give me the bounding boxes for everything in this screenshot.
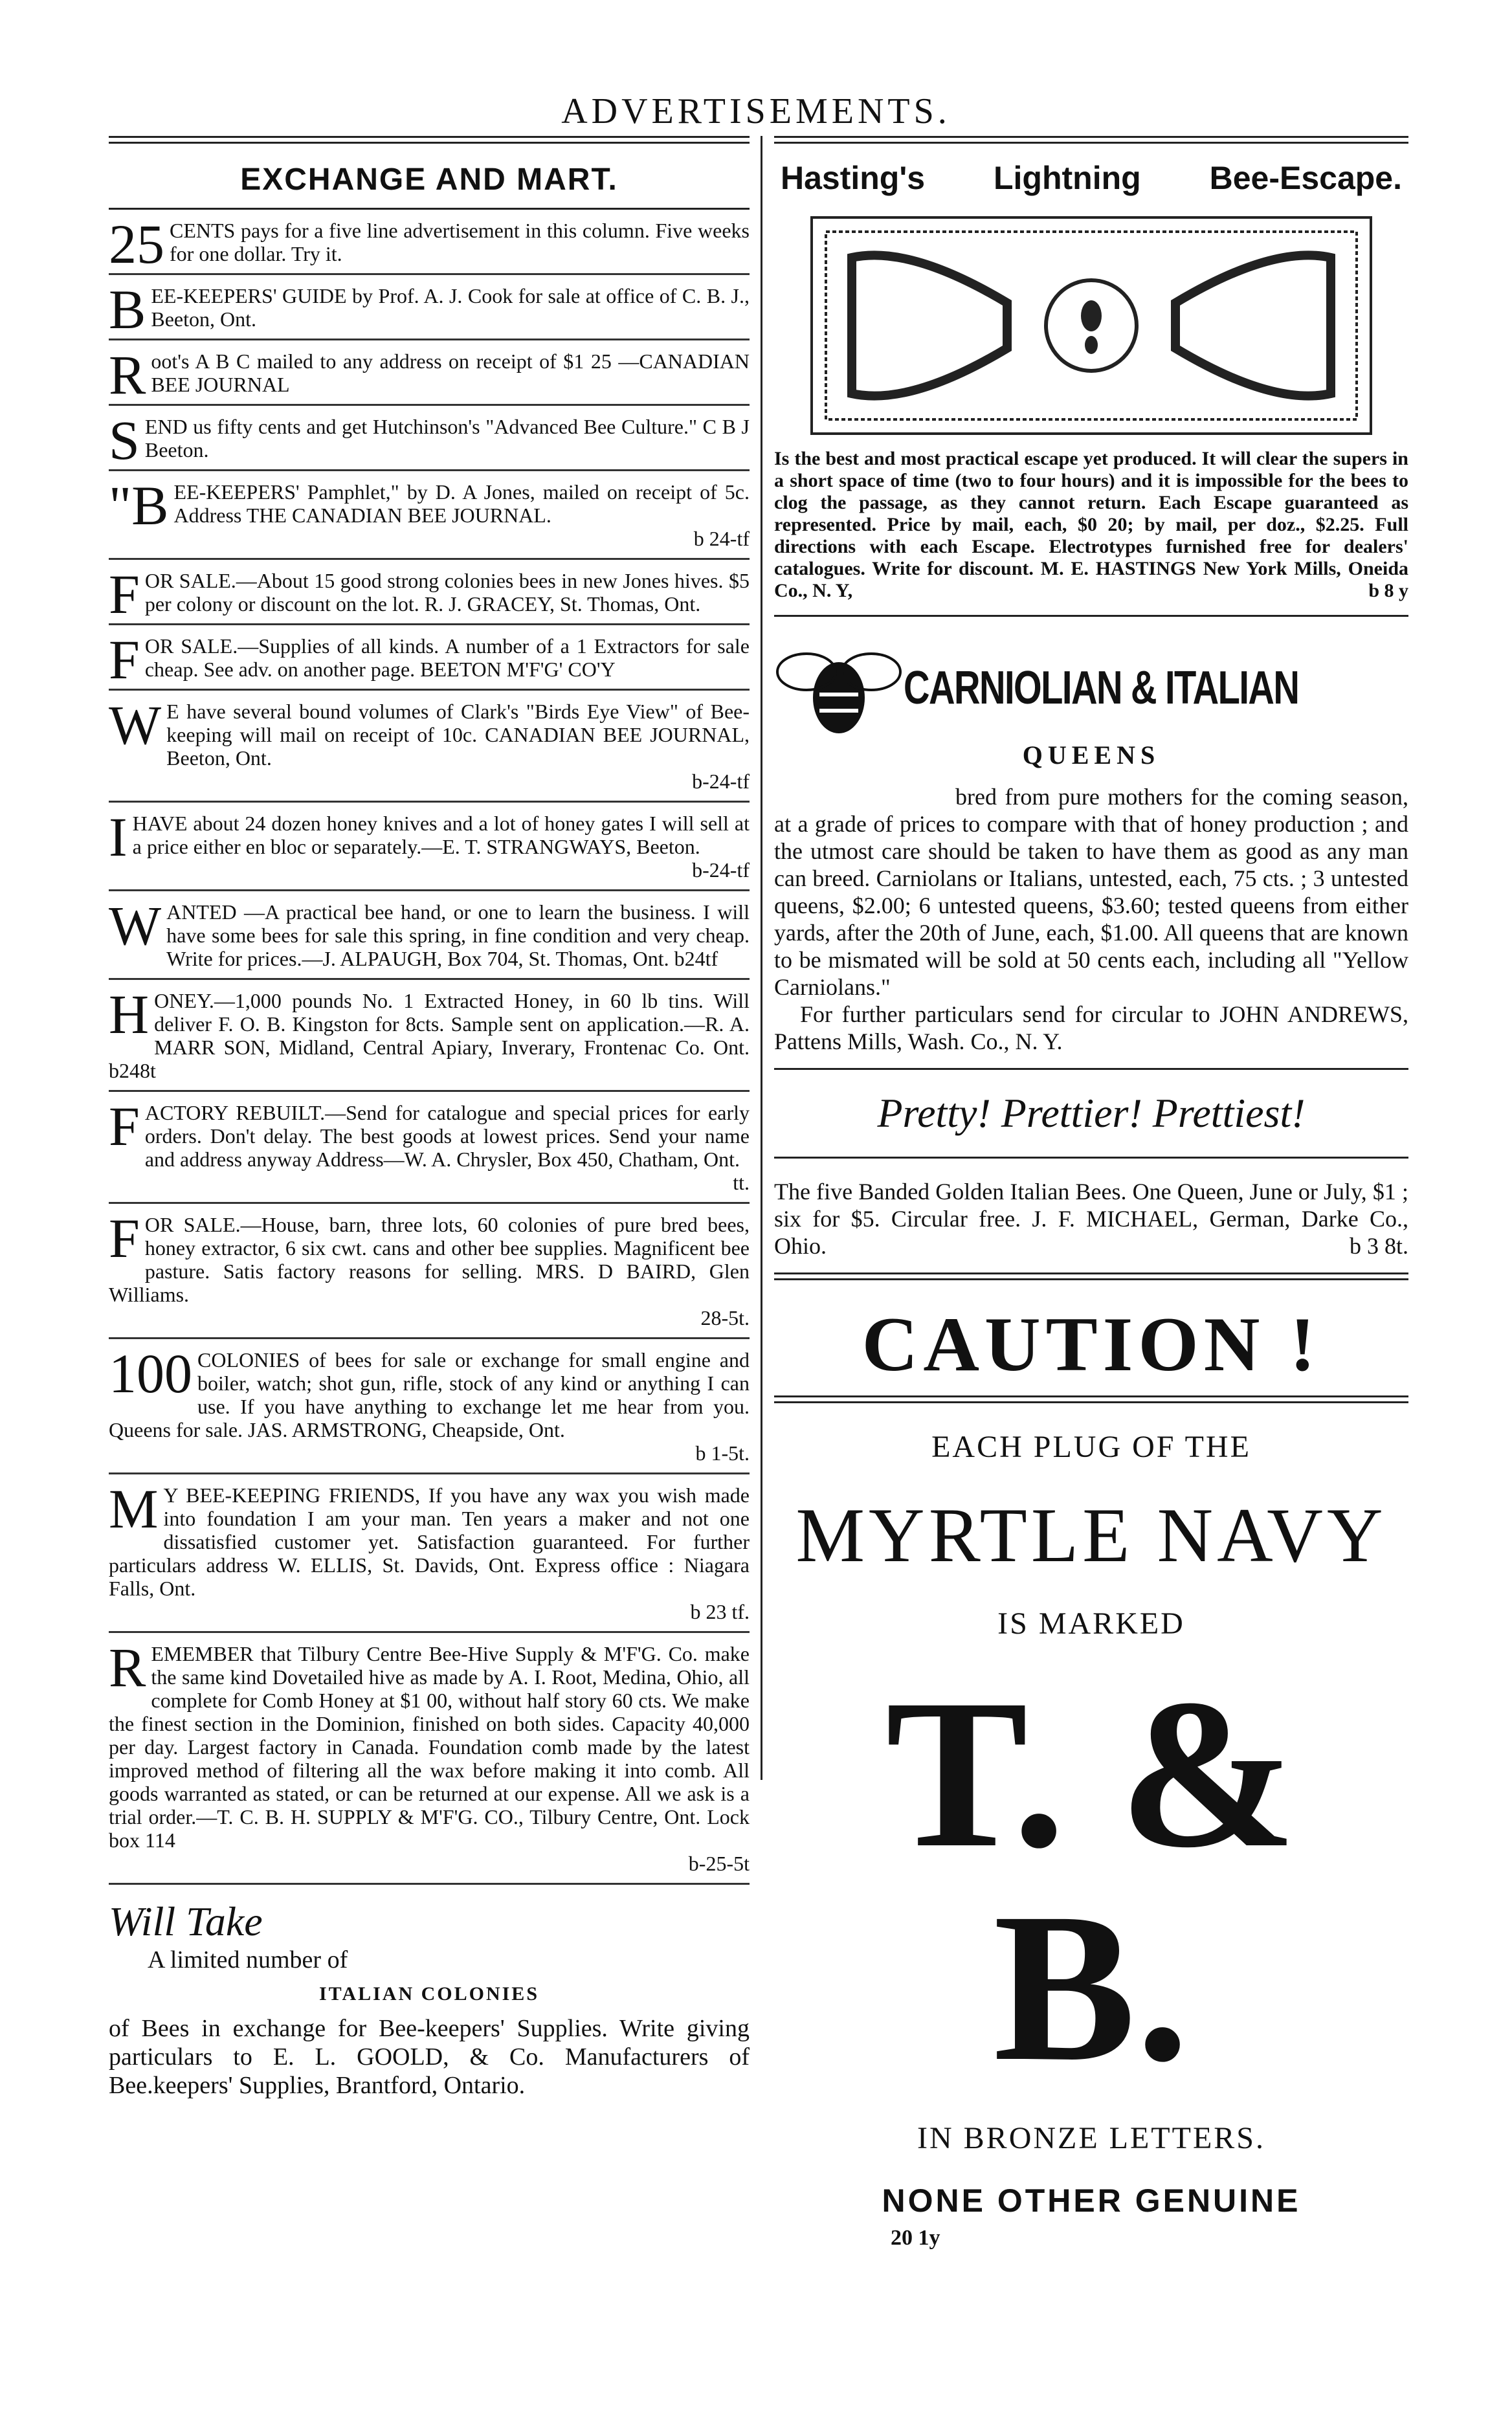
ad-text: EE-KEEPERS' GUIDE by Prof. A. J. Cook for sale at office of C. B. J., Beeton, Ont. (151, 284, 750, 331)
will-take-ad (109, 1885, 750, 2100)
ad-text: E have several bound volumes of Clark's "Birds Eye View" of Bee-keeping will mail on receipt of 10c. CANADIAN BEE JOURNAL, Beeton, Ont. (166, 700, 750, 770)
classified-ad (109, 891, 750, 980)
hastings-body: Is the best and most practical escape yet produced. It will clear the supers in a short space of time (two to four hours) and it is impossible for the bees to clog the passage, as they cannot return. Each Escape guaranteed as represented. Price by mail, each, $0 20; by mail, per doz., $2.25. Full directions with each Escape. Electrotypes furnished free for dealers' catalogues. Write for discount. M. E. HASTINGS New York Mills, Oneida Co., N. Y, b 8 y (774, 448, 1408, 601)
right-column (774, 136, 1408, 2250)
ad-text: Y BEE-KEEPING FRIENDS, If you have any wax you wish made into foundation I am your man. Ten years a maker and not one dissatisfied customer yet. Satisfaction guaranteed. For further particulars address W. ELLIS, St. Davids, Ont. Express office : Niagara Falls, Ont. (109, 1483, 750, 1600)
ad-text: CENTS pays for a five line advertisement in this column. Five weeks for one dollar. Try it. (170, 219, 750, 265)
bee-escape-illustration (810, 216, 1372, 435)
page-header: ADVERTISEMENTS. (561, 91, 951, 131)
will-take-caps: ITALIAN COLONIES (318, 1983, 540, 2005)
ad-drop-cap: B (109, 278, 146, 340)
ad-signature: b 24-tf (693, 527, 750, 550)
ad-drop-cap: R (109, 1636, 146, 1698)
ad-drop-cap: W (109, 894, 162, 957)
rule (774, 615, 1408, 617)
ad-text: HAVE about 24 dozen honey knives and a lot of honey gates I will sell at a price either en bloc or separately.—E. T. STRANGWAYS, Beeton. (132, 812, 750, 858)
classified-ad (109, 625, 750, 691)
classified-ad (109, 210, 750, 275)
ad-drop-cap: "B (109, 474, 169, 537)
ad-text: EMEMBER that Tilbury Centre Bee-Hive Supply & M'F'G. Co. make the same kind Dovetailed hive as made by A. I. Root, Medina, Ohio, all complete for Comb Honey at $1 00, without half story 60 cts. We make the finest section in the Dominion, finished on both sides. Capacity 40,000 per day. Largest factory in Canada. Foundation comb made by the latest improved method of filtering all the wax before making it into comb. All goods warranted as stated, or can be returned at our expense. All we ask is a trial order.—T. C. B. H. SUPPLY & M'F'G. CO., Tilbury Centre, Ont. Lock box 114 (109, 1642, 750, 1852)
ad-drop-cap: F (109, 563, 140, 625)
bee-escape-svg (813, 219, 1370, 432)
ad-drop-cap: 25 (109, 213, 164, 275)
classified-ad (109, 1092, 750, 1204)
ad-signature: tt. (733, 1171, 750, 1194)
ad-text: oot's A B C mailed to any address on receipt of $1 25 —CANADIAN BEE JOURNAL (151, 350, 750, 396)
ad-text: OR SALE.—House, barn, three lots, 60 colonies of pure bred bees, honey extractor, 6 six cwt. cans and other bee supplies. Magnificent bee pasture. Satis factory reasons for selling. MRS. D BAIRD, Glen Williams. (109, 1213, 750, 1306)
will-take-subtitle: A limited number of (148, 1946, 348, 1973)
classified-ad (109, 340, 750, 406)
caution-line2: IS MARKED (997, 1606, 1185, 1641)
bee-icon (774, 636, 904, 740)
classified-ad (109, 1474, 750, 1633)
classified-ad (109, 980, 750, 1092)
caution-sig: 20 1y (891, 2226, 940, 2250)
hastings-title-a: Hasting's (781, 160, 926, 196)
ad-drop-cap: W (109, 694, 162, 756)
ad-text: EE-KEEPERS' Pamphlet," by D. A Jones, mailed on receipt of 5c. Address THE CANADIAN BEE JOURNAL. (173, 480, 750, 527)
ad-signature: b 23 tf. (690, 1600, 750, 1623)
ad-text: ONEY.—1,000 pounds No. 1 Extracted Honey, in 60 lb tins. Will deliver F. O. B. Kingston for 8cts. Sample sent on application.—R. A. MARR SON, Midland, Central Apiary, Inverary, Frontenac Co. Ont. b248t (109, 989, 750, 1082)
pretty-sig: b 3 8t. (1349, 1233, 1408, 1259)
carniolian-header (774, 636, 1408, 740)
ad-drop-cap: I (109, 806, 128, 868)
ad-signature: 28-5t. (700, 1306, 750, 1329)
caution-title: CAUTION ! (862, 1301, 1321, 1387)
ad-signature: b 1-5t. (695, 1441, 750, 1465)
double-rule (109, 136, 750, 144)
classified-ad (109, 406, 750, 471)
hastings-title (774, 144, 1408, 203)
double-rule (774, 1272, 1408, 1280)
will-take-title: Will Take (109, 1898, 263, 1944)
pretty-title: Pretty! Prettier! Prettiest! (877, 1090, 1306, 1136)
left-column (109, 136, 750, 2100)
queens-label: QUEENS (1022, 740, 1161, 770)
ad-drop-cap: 100 (109, 1342, 192, 1405)
carniolian-title: CARNIOLIAN & ITALIAN (904, 662, 1299, 714)
ad-text: COLONIES of bees for sale or exchange for small engine and boiler, watch; shot gun, rifle, stock of any kind or anything I can use. If you have anything to exchange let me hear from you. Queens for sale. JAS. ARMSTRONG, Cheapside, Ont. (109, 1348, 750, 1441)
myrtle-navy: MYRTLE NAVY (795, 1492, 1387, 1578)
column-divider (761, 136, 762, 1780)
hastings-sig: b 8 y (1368, 580, 1408, 601)
ad-text: OR SALE.—Supplies of all kinds. A number of a 1 Extractors for sale cheap. See adv. on another page. BEETON M'F'G' CO'Y (144, 634, 750, 681)
caution-line1: EACH PLUG OF THE (931, 1430, 1251, 1464)
classified-ad (109, 1633, 750, 1885)
double-rule (774, 136, 1408, 144)
none-other-genuine: NONE OTHER GENUINE (882, 2183, 1301, 2219)
ad-signature: b-25-5t (688, 1852, 750, 1875)
ad-drop-cap: F (109, 628, 140, 691)
tb-mark: T. & B. (885, 1656, 1297, 2105)
ad-signature: b-24-tf (692, 770, 750, 793)
rule (774, 1157, 1408, 1159)
ad-drop-cap: H (109, 983, 150, 1045)
ad-signature: b-24-tf (692, 858, 750, 882)
pretty-body: The five Banded Golden Italian Bees. One Queen, June or July, $1 ; six for $5. Circular free. J. F. MICHAEL, German, Darke Co., Ohio. b 3 8t. (774, 1179, 1408, 1259)
classified-ad (109, 275, 750, 340)
ad-text: ACTORY REBUILT.—Send for catalogue and special prices for early orders. Don't delay. The best goods at lowest prices. Send your name and address anyway Address—W. A. Chrysler, Box 450, Chatham, Ont. (144, 1101, 750, 1171)
classified-ad (109, 560, 750, 625)
ad-drop-cap: F (109, 1095, 140, 1157)
ad-drop-cap: F (109, 1207, 140, 1269)
classified-ad (109, 691, 750, 803)
caution-line3: IN BRONZE LETTERS. (917, 2121, 1265, 2155)
hastings-title-b: Lightning (993, 160, 1141, 196)
carniolian-body: bred from pure mothers for the coming season, at a grade of prices to compare with that of honey production ; and the utmost care should be taken to have them as good as any man can breed. Carniolans or Italians, untested, each, 75 cts. ; 3 untested queens, $2.00; 6 untested queens, $3.60; tested queens from either yards, after the 20th of June, each, $1.00. All queens that are known to be mismated will be sold at 50 cents each, including all "Yellow Carniolans." (774, 784, 1408, 1000)
ads-list (109, 210, 750, 1885)
carniolian-body2: For further particulars send for circular to JOHN ANDREWS, Pattens Mills, Wash. Co., N. Y. (774, 1001, 1408, 1054)
will-take-body: of Bees in exchange for Bee-keepers' Supplies. Write giving particulars to E. L. GOOLD, & Co. Manufacturers of Bee.keepers' Supplies, Brantford, Ontario. (109, 2015, 750, 2099)
hastings-title-c: Bee-Escape. (1209, 160, 1402, 196)
classified-ad (109, 803, 750, 891)
ad-drop-cap: S (109, 409, 140, 471)
classified-ad (109, 471, 750, 560)
ad-text: OR SALE.—About 15 good strong colonies bees in new Jones hives. $5 per colony or discount on the lot. R. J. GRACEY, St. Thomas, Ont. (144, 569, 750, 616)
carniolian-title-wrap (904, 661, 1408, 715)
ad-drop-cap: R (109, 344, 146, 406)
ad-drop-cap: M (109, 1478, 159, 1540)
classified-ad (109, 1204, 750, 1339)
ad-text: END us fifty cents and get Hutchinson's "Advanced Bee Culture." C B J Beeton. (144, 415, 750, 461)
section-title: EXCHANGE AND MART. (240, 162, 618, 197)
double-rule (774, 1395, 1408, 1403)
ad-text: ANTED —A practical bee hand, or one to learn the business. I will have some bees for sale this spring, in fine condition and very cheap. Write for prices.—J. ALPAUGH, Box 704, St. Thomas, Ont. b24tf (166, 900, 750, 970)
classified-ad (109, 1339, 750, 1474)
